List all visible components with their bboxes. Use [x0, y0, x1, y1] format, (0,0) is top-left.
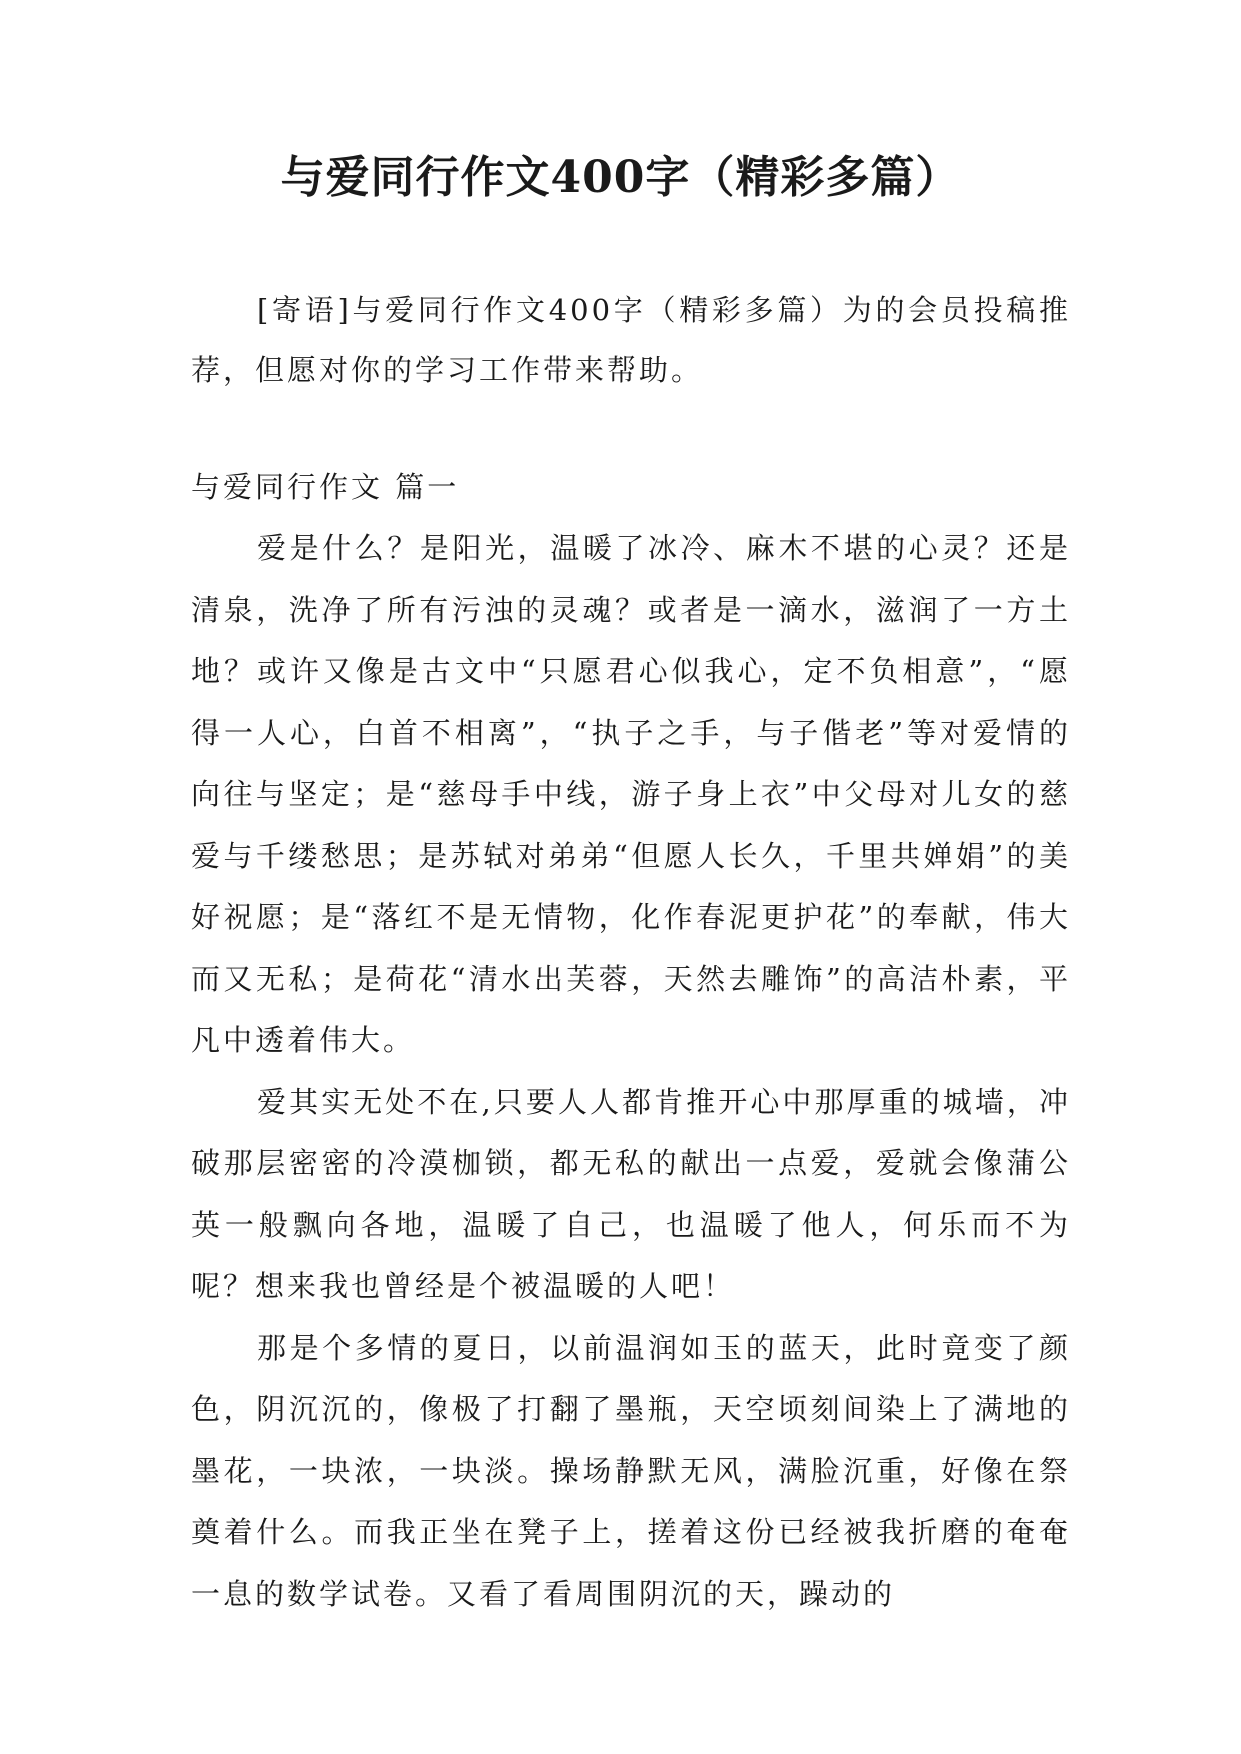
- paragraph-2: 爱其实无处不在,只要人人都肯推开心中那厚重的城墙，冲破那层密密的冷漠枷锁，都无私的献出一点爱，爱就会像蒲公英一般飘向各地，温暖了自己，也温暖了他人，何乐而不为呢？想来我也曾经是个被温暖的人吧！: [191, 1084, 1071, 1303]
- document-title: 与爱同行作文400字（精彩多篇）: [280, 152, 961, 203]
- paragraph-1: 爱是什么？是阳光，温暖了冰冷、麻木不堪的心灵？还是清泉，洗净了所有污浊的灵魂？或者是一滴水，滋润了一方土地？或许又像是古文中“只愿君心似我心，定不负相意”，“愿得一人心，白首不相离”，“执子之手，与子偕老”等对爱情的向往与坚定；是“慈母手中线，游子身上衣”中父母对儿女的慈爱与千缕愁思；是苏轼对弟弟“但愿人长久，千里共婵娟”的美好祝愿；是“落红不是无情物，化作春泥更护花”的奉献，伟大而又无私；是荷花“清水出芙蓉，天然去雕饰”的高洁朴素，平凡中透着伟大。: [191, 531, 1071, 1057]
- section-heading: 与爱同行作文 篇一: [191, 470, 460, 504]
- intro-paragraph: [寄语]与爱同行作文400字（精彩多篇）为的会员投稿推荐，但愿对你的学习工作带来帮助。: [191, 293, 1071, 387]
- essay-body: [191, 518, 1071, 1625]
- paragraph-3: 那是个多情的夏日，以前温润如玉的蓝天，此时竟变了颜色，阴沉沉的，像极了打翻了墨瓶，天空顷刻间染上了满地的墨花，一块浓，一块淡。操场静默无风，满脸沉重，好像在祭奠着什么。而我正坐在凳子上，搓着这份已经被我折磨的奄奄一息的数学试卷。又看了看周围阴沉的天，躁动的: [191, 1330, 1071, 1611]
